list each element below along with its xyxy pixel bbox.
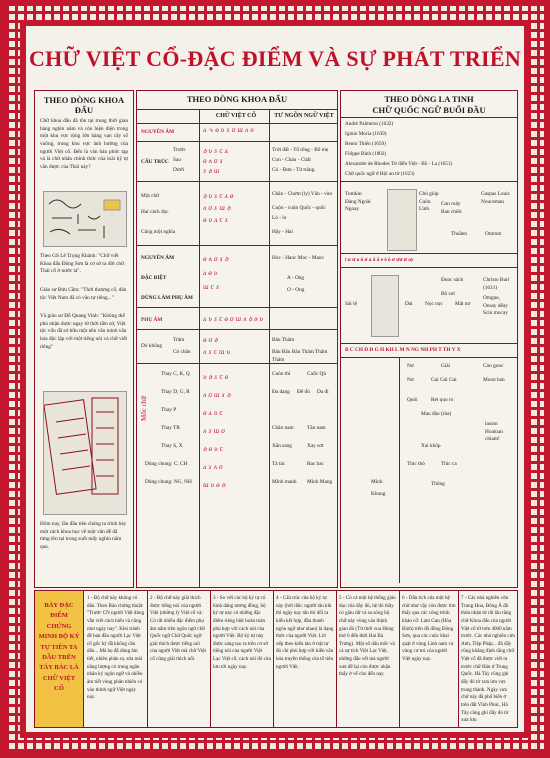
sub-truoc: Trước <box>173 147 186 153</box>
viet-reading-1: Chăn - Chơm (ly) Văn - vòn <box>272 191 333 197</box>
cell-mau-dao: Mau đảo (rùa) <box>421 411 452 417</box>
row-mot-chu: Một chữ <box>141 193 160 199</box>
feature-6: 6 - Dấu tích của một hệ chữ như vậy còn được tìm thấy qua các công trình khảo cổ: Lam Gan (Hòa Bình) trên đồ đồng Đông Sơn, qua các cuộc khai quật ở vùng Linh nam và vùng cư trú của người Việt ngày nay. <box>402 595 456 663</box>
features-label <box>35 591 84 727</box>
row-nguyen-am-2: NGUYÊN ÂM <box>141 255 175 261</box>
left-quote-1: Theo GS Lê Trọng Khánh: "Chữ viết Khoa đẩu Đông Sơn là cơ sở ra đời chữ Thái cổ ở nước ta". <box>40 253 124 275</box>
viet-sub-7: Tăn nam <box>307 425 326 431</box>
viet-sub-8: Xăn sang <box>272 443 292 449</box>
cell-iasom: lasom Hoaloan chiam! <box>485 421 503 443</box>
row-thay-dgr: Thay D, G, R <box>161 389 190 395</box>
row-hai-cach-doc: Hai cách đọc <box>141 209 169 215</box>
glyph-row: ᴧ ∿ ɵ ʋ ɤ ʊ ɯ ʌ ɘ <box>203 127 254 134</box>
cell-duoc-sach: Đuoc sách <box>441 277 464 283</box>
left-column <box>34 90 134 588</box>
sub-sau: Sau <box>173 157 181 163</box>
sub-duoi: Dưới <box>173 167 184 173</box>
sub-tram: Trâm <box>173 337 185 343</box>
cell-sai-le: Sài lệ <box>345 301 357 307</box>
cell-bo-soi: Bô sơi <box>441 291 455 297</box>
cell-christo: Christo Buri (1631) <box>483 277 510 291</box>
left-quote-2: Giáo sư Bửu Cầm: "Thời thượng cổ, dân tộc Việt Nam đã có văn tự riêng..." <box>40 287 127 301</box>
row-thay-sx: Thay S, X <box>161 443 183 449</box>
row-dung-chung-ng-nh: Dùng chung: NG, NH <box>145 479 192 485</box>
row-cau-truc: CẤU TRÚC <box>141 159 169 165</box>
glyph-special: ɵ ʌ ʊ ɤ ꝺ ᴧ ɵ ʋ ɯ ꞇ ɤ <box>203 256 229 291</box>
feature-4: 4 - Cấu trúc của bộ ký tự này (bởi dấu: người tân khi thì ngày nay tân thì đổi ra kiểu kết hợp, đầu thanh ngôn ngữ như nhau) là dạng thức của người Việt. Lời xếp theo kiểu tân ở trật tự đó chỉ phù hợp với kiến văn hóa truyền thống của tổ tiên người Việt. <box>276 595 334 670</box>
side-label-moc-chu: Mốc chữ <box>140 396 148 421</box>
col-old-script: CHỮ VIỆT CỔ <box>215 113 257 119</box>
row-do-khong: Dò không <box>141 343 163 349</box>
cell-nu-1: Nư <box>407 363 414 369</box>
source-iginio: Iginio Moria (1639) <box>345 131 387 137</box>
middle-column <box>136 90 338 588</box>
cell-moon-ban: Moon ban <box>483 377 505 383</box>
glyph-tone: ɵ ʊ ꝺ ʌ ɤ ꞇ ɯ ʋ <box>203 337 231 356</box>
row-thay-p: Thay P <box>161 407 177 413</box>
viet-sub-9: Xay sơt <box>307 443 324 449</box>
script-sample-icon <box>44 192 126 246</box>
left-intro-text: Chữ khoa đẩu đã tồn tại trong thời gian hàng nghìn năm và còn hiện diện trong một khu vực rộng lớn hàng vạn cây số vuông, trong khu vực ảnh hưởng của người Việt cổ. Đến là văn bản phức tạp và là chữ nhân chính thức của loài kỹ tự văn được của Thái này? <box>40 118 128 171</box>
handwriting-sample-image <box>43 191 127 247</box>
cell-con-gooc: Con gooc <box>483 363 504 369</box>
cell-tumkin: Tumkin Đàng Ngoài Ngoay <box>345 191 371 213</box>
viet-special-1: Hoc - Haoc Moc - Maoc <box>272 255 324 261</box>
feature-1: 1 - Bộ chữ này không có dấu. Theo Bảo chứng thuật: "Trước CN người Việt dùng vẫn viết cách hiểu và cũng như ngày nay". Khó tránh để ban đầu người Lạc Việt cổ gốc ký đã không cần dấu... Mà họ đã dùng âm tiết, nhiên phân ra, sửa mái năng lượng có trong ngân nhân ký ngôn ngữ và nhiều âm tiết vùng phân nhiêu có vào thỉnh ngữ Việt ngày nay. <box>87 595 145 701</box>
cell-con-ruay: Con ruây Ban chiếc <box>441 201 463 215</box>
cell-noc-noc: Nọc nọc <box>425 301 443 307</box>
viet-reading-4: Hây - Hai <box>272 229 293 235</box>
cell-minh: Mình <box>371 479 383 485</box>
feature-5: 5 - Có cả một hệ thống giáo dục của đây đủ, hệ thì thầy có giàu dữ và sa sông bộ chữ này vùng vào thịnh gian đó (Từ thời vua Hùng thứ 6 đến thời Hai Bà Trưng). Một số dấu mốc và cả sự tích Việt Lạc Việt, những đấu vết mà người xưa để lại còn được nhận thấy ở vể cho đến nay. <box>339 595 396 678</box>
viet-reading-2: Cuộn - cuộn Quốc - quốc <box>272 205 326 211</box>
viet-sub-12: Mình manh <box>272 479 297 485</box>
row-nguyen-am: NGUYÊN ÂM <box>141 129 175 135</box>
features-label-text: BẢY ĐẶC ĐIỂM CHỨNG MINH BỘ KÝ TỰ TIÊN TA DẦU TRÊN TÁY BÁC LÀ CHỮ VIỆT CỔ <box>38 602 80 693</box>
right-header-2: CHỮ QUỐC NGỮ BUỔI ĐẦU <box>372 105 486 115</box>
viet-special-3: O - Ong <box>287 287 305 293</box>
poster-sheet <box>26 26 524 732</box>
manuscript-image-2 <box>371 275 399 337</box>
artifact-icon <box>44 392 126 514</box>
cell-thong: Thông <box>431 481 445 487</box>
viet-structure-2: Con - Cháu - Chắt <box>272 157 311 163</box>
glyph-substitutions: ʋ ꝺ ɤ ꞇ ɵ ʌ ʊ ɯ ɤ ꝺ ɵ ᴧ ʋ ꞇ ʌ ɤ ɯ ʊ ꝺ ɵ ʋ ꞇ ᴧ ɤ ʌ ʊ ɯ ʋ ɵ ꝺ <box>203 374 231 489</box>
row-dac-biet: ĐẶC BIỆT <box>141 275 167 281</box>
right-column <box>340 90 518 588</box>
cell-ret-quo: Rét quo ro <box>431 397 454 403</box>
bottom-features <box>34 590 518 728</box>
viet-reading-3: Lò - lo <box>272 215 287 221</box>
cell-thic-tho: Thic thỏ <box>407 461 425 467</box>
source-bento: Bento Thiên (1659) <box>345 141 386 147</box>
glyph-consonants: ᴧ ʋ ɤ ꞇ ɵ ʊ ɯ ʌ ꝺ ɘ ʋ <box>203 316 264 323</box>
feature-2: 2 - Bộ chữ này giải thích được tiếng nói của người Việt (những lý Việt cổ và: Có rất nhiều đặc điểm phụ âm nằm trên ngôn ngữ chữ Quốc ngữ Chữ Quốc ngữ giải thích được tiếng nói của người Việt mà chữ Việt cổ cũng giải thích nổi. <box>150 595 206 663</box>
cell-dai: Dai <box>405 301 413 307</box>
glyph-reading: ꝺ ʋ ɤ ꞇ ᴧ ɵ ʌ ʊ ɤ ɯ ꝺ ɵ ʋ ᴧ ꞇ ɤ <box>203 193 234 224</box>
viet-sub-5: Da đi <box>317 389 329 395</box>
cell-thic-ca: Thic ca <box>441 461 457 467</box>
source-andre: Andrè Palmeiro (1632) <box>345 121 394 127</box>
cell-giai: Giải <box>441 363 451 369</box>
viet-tone-1: Bâu Thâm <box>272 337 295 343</box>
bronze-drum-image <box>43 391 127 515</box>
cell-xai-khop: Xai khôp <box>421 443 441 449</box>
vowel-row: i u ư o ô ơ a ă â e ê ô ơ ươ ư ay <box>345 257 414 263</box>
cell-chu-giup: Chủ giúp Cuôn Lình <box>419 191 439 213</box>
cell-khung: Khung <box>371 491 386 497</box>
viet-structure-3: Cú - Đưa - Từ trăng. <box>272 167 316 173</box>
viet-tone-2: Bâu Bâu Bâu Thâm Thâm Thâm <box>272 349 328 363</box>
cell-thuan: Thuầen <box>451 231 467 237</box>
source-hoian: Chữ quốc ngữ ở Hội an từ (1623) <box>345 171 415 177</box>
consonant-row: B C CH D Đ G H KH L M N NG NH PH T TH V X <box>345 347 461 353</box>
right-header-1: THEO DÒNG LA TINH <box>384 94 474 104</box>
col-vietnamese: TƯ NGỒN NGỮ VIỆT <box>274 113 334 119</box>
sub-co-chan: Cỏ chân <box>173 349 191 355</box>
left-header: THEO DÒNG KHOA ĐẨU <box>43 95 125 115</box>
cell-gai-gai: Gai Gái Gai <box>431 377 457 383</box>
left-conclusion: Hôm nay, lần đầu tiên chúng ta trình bày một cách khoa học về một văn để đã từng tồn tại trong suốt mấy nghìn năm qua. <box>40 521 127 551</box>
manuscript-image-1 <box>387 189 417 251</box>
cell-ontrum: Ontrum <box>485 231 502 237</box>
viet-structure-1: Trời đất - Tố tông - Bố mẹ <box>272 147 329 153</box>
glyph-structure: ꝺ ʋ ɤ ꞇ ᴧ ɵ ʌ ʊ ɤ ɤ ꝺ ɯ <box>203 148 229 175</box>
viet-sub-1: Cuôn thì <box>272 371 291 377</box>
row-thay-ckq: Thay C, K, Q <box>161 371 190 377</box>
viet-sub-11: Rac bac <box>307 461 324 467</box>
row-dung-chung-c-ch: Dùng chung: C, CH <box>145 461 188 467</box>
viet-sub-2: Cuốc Qủ <box>307 371 326 377</box>
viet-sub-10: Tả tác <box>272 461 286 467</box>
cell-gaspas: Gaspas Louis Nouceman <box>481 191 510 205</box>
row-dung-lam-phu-am: DÙNG LÀM PHỤ ÂM <box>141 295 193 301</box>
viet-sub-4: Để đủ <box>297 389 310 395</box>
row-cung-nghia: Cùng một nghĩa <box>141 229 176 235</box>
viet-sub-13: Mình Mang <box>307 479 333 485</box>
cell-nu-2: Nư <box>407 377 414 383</box>
row-thay-tr: Thay TR <box>161 425 180 431</box>
row-phu-am: PHỤ ÂM <box>141 317 163 323</box>
cell-omgne: Omgne, Onsay dểay Scin mocay <box>483 295 508 317</box>
source-filippe: Filippe Bỉnh (1802) <box>345 151 387 157</box>
viet-sub-3: Đa dạng <box>272 389 290 395</box>
left-quote-3: Và giáo sư Đỗ Quang Vinh: "Không thể phủ nhận được ngay từ thời tiền sử, Việt tộc vốn đã sở hữu một nền văn minh văn hóa độc lập với một tiếng nói và chữ viết riêng" <box>40 313 128 350</box>
viet-special-2: A - Ong <box>287 275 305 281</box>
feature-3: 3 - So với các bộ ký tự có hình dáng tương đồng, bộ ký tự này có những đặc điểm riêng biệt hoàn toàn phù hợp với cách nói của người Việt. Bộ ký tự này được sáng tạo ra trên cơ sở tiếng nói của người Việt Lạc Việt cổ, cách nói đó còn lưu tới ngày nay. <box>213 595 272 670</box>
cell-quoi: Quôi <box>407 397 418 403</box>
middle-header: THEO DÒNG KHOA ĐẨU <box>186 94 288 104</box>
viet-sub-6: Chăn nam <box>272 425 294 431</box>
source-rhodes: Alexandre de Rhodes Từ điển Việt - Bồ - La (1651) <box>345 161 453 167</box>
cell-mat-no: Mát nơ <box>455 301 471 307</box>
feature-7: 7 - Các nhà nghiên cứu Trung Hoa, Đông Á đã thừa nhận từ rất lâu rằng chữ Khoa đẩu của người Việt cổ từ trên 4000 năm trước. Các nhà nghiên cứu Anh, Tiệp Pháp... đã đấy cũng khẳng định rằng chữ Việt cổ đã được viết ra trước chữ Hán ở Trung Quốc. Hà Tây cũng ghi đấy đó từ xưa lưu vực trung thành. Ngày xưa chữ này đã phổ biến ở trên đất Vĩnh Phúc, Hà Tây cũng ghi đẩy đó từ xưa lưu <box>461 595 515 724</box>
poster-title: CHỮ VIỆT CỔ-ĐẶC ĐIỂM VÀ SỰ PHÁT TRIỂN <box>28 46 522 71</box>
